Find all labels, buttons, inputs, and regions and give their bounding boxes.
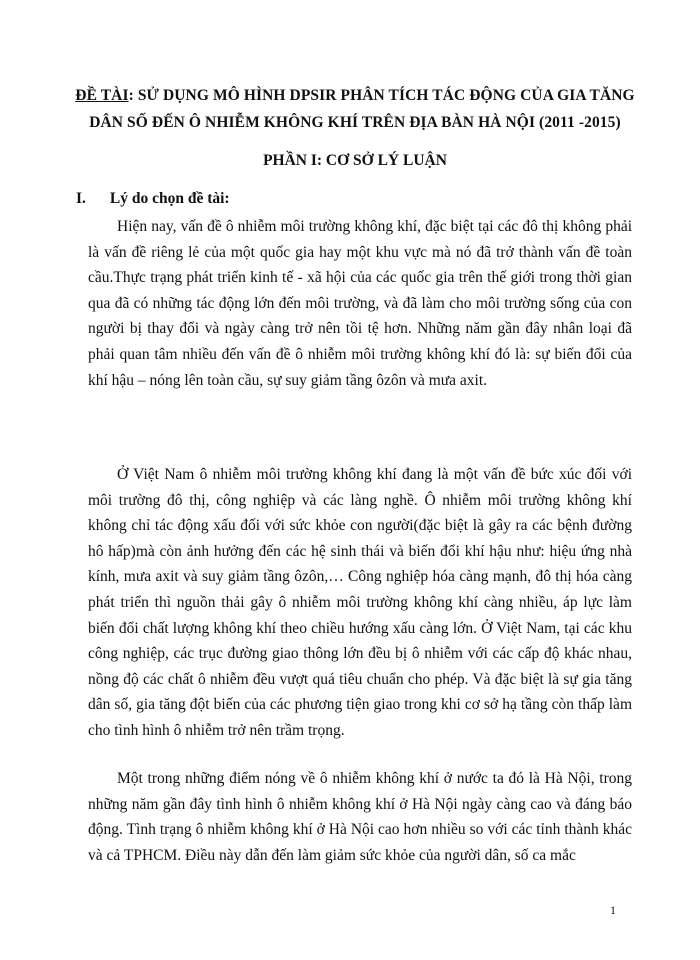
section-number: I. — [76, 190, 86, 207]
paragraph-1: Hiện nay, vấn đề ô nhiễm môi trường không khí, đặc biệt tại các đô thị không phải là vấn đề riêng lẻ của một quốc gia hay một khu vực mà nó đã trở thành vấn đề toàn cầu.Thực trạng phát triển kinh tế - xã hội của các quốc gia trên thế giới trong thời gian qua đã có những tác động lớn đến môi trường, và đã làm cho môi trường sống của con người bị thay đổi và ngày càng trở nên tồi tệ hơn. Những năm gần đây nhân loại đã phải quan tâm nhiều đến vấn đề ô nhiễm môi trường không khí đó là: sự biến đổi của khí hậu – nóng lên toàn cầu, sự suy giảm tầng ôzôn và mưa axit. — [88, 218, 632, 389]
title-lead: ĐỀ TÀI — [75, 87, 129, 104]
section-title: Lý do chọn đề tài: — [109, 190, 230, 207]
paragraph-2: Ở Việt Nam ô nhiễm môi trường không khí đang là một vấn đề bức xúc đối với môi trường đô thị, công nghiệp và các làng nghề. Ô nhiễm môi trường không khí không chỉ tác động xấu đối với sức khỏe con người(đặc biệt là gây ra các bệnh đường hô hấp)mà còn ảnh hưởng đến các hệ sinh thái và biến đổi khí hậu như: hiệu ứng nhà kính, mưa axit và suy giảm tầng ôzôn,… Công nghiệp hóa càng mạnh, đô thị hóa càng phát triển thì nguồn thải gây ô nhiễm môi trường không khí càng nhiều, áp lực làm biến đổi chất lượng không khí theo chiều hướng xấu càng lớn. Ở Việt Nam, tại các khu công nghiệp, các trục đường giao thông lớn đều bị ô nhiễm với các cấp độ khác nhau, nồng độ các chất ô nhiễm đều vượt quá tiêu chuẩn cho phép. Và đặc biệt là sự gia tăng dân số, gia tăng đột biến của các phương tiện giao trong khi cơ sở hạ tầng còn thấp làm cho tình hình ô nhiễm trở nên trầm trọng. — [88, 466, 632, 739]
part-heading: PHẦN I: CƠ SỞ LÝ LUẬN — [263, 152, 447, 169]
paragraph-3: Một trong những điểm nóng về ô nhiễm không khí ở nước ta đó là Hà Nội, trong những năm gần đây tình hình ô nhiễm không khí ở Hà Nội ngày càng cao và đáng báo động. Tình trạng ô nhiễm không khí ở Hà Nội cao hơn nhiều so với các tỉnh thành khác và cả TPHCM. Điều này dẫn đến làm giảm sức khỏe của người dân, số ca mắc — [88, 770, 632, 864]
page-number: 1 — [610, 903, 616, 917]
document-title — [70, 82, 640, 136]
section-heading — [76, 190, 230, 208]
title-text: : SỬ DỤNG MÔ HÌNH DPSIR PHÂN TÍCH TÁC ĐỘNG CỦA GIA TĂNG DÂN SỐ ĐẾN Ô NHIỄM KHÔNG KHÍ TRÊN ĐỊA BÀN HÀ NỘI (2011 -2015) — [89, 87, 635, 131]
